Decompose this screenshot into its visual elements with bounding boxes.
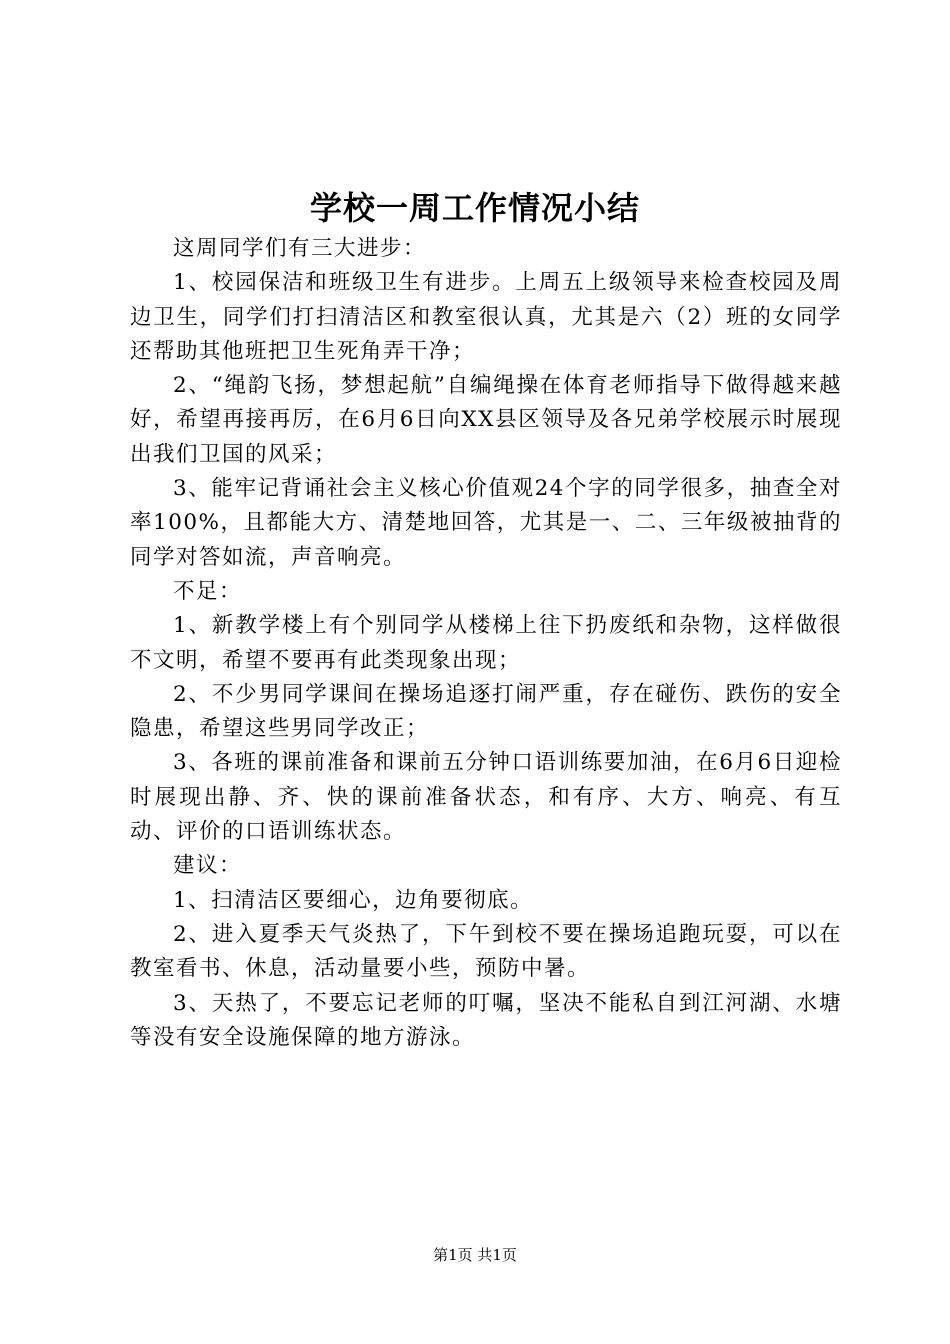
paragraph-suggestion-2: 2、进入夏季天气炎热了，下午到校不要在操场追跑玩耍，可以在教室看书、休息，活动量要小些，预防中暑。 <box>130 921 842 982</box>
heading-suggestions: 建议： <box>173 853 243 879</box>
heading-shortcomings: 不足： <box>173 578 243 604</box>
document-title: 学校一周工作情况小结 <box>309 189 640 227</box>
paragraph-shortcoming-2: 2、不少男同学课间在操场追逐打闹严重，存在碰伤、跌伤的安全隐患，希望这些男同学改正； <box>130 681 842 742</box>
document-body <box>130 232 842 1055</box>
paragraph-suggestion-1: 1、扫清洁区要细心，边角要彻底。 <box>173 887 534 913</box>
paragraph-intro: 这周同学们有三大进步： <box>173 236 427 261</box>
paragraph-progress-3: 3、能牢记背诵社会主义核心价值观24个字的同学很多，抽查全对率100%，且都能大方、清楚地回答，尤其是一、二、三年级被抽背的同学对答如流，声音响亮。 <box>130 476 842 570</box>
paragraph-shortcoming-3: 3、各班的课前准备和课前五分钟口语训练要加油，在6月6日迎检时展现出静、齐、快的课前准备状态，和有序、大方、响亮、有互动、评价的口语训练状态。 <box>130 750 842 845</box>
paragraph-progress-1: 1、校园保洁和班级卫生有进步。上周五上级领导来检查校园及周边卫生，同学们打扫清洁区和教室很认真，尤其是六（2）班的女同学还帮助其他班把卫生死角弄干净； <box>130 270 842 364</box>
paragraph-progress-2: 2、“绳韵飞扬，梦想起航”自编绳操在体育老师指导下做得越来越好，希望再接再厉，在6月6日向XX县区领导及各兄弟学校展示时展现出我们卫国的风采； <box>130 373 842 467</box>
page-footer: 第1页 共1页 <box>433 1246 517 1264</box>
paragraph-shortcoming-1: 1、新教学楼上有个别同学从楼梯上往下扔废纸和杂物，这样做很不文明，希望不要再有此类现象出现； <box>130 613 842 673</box>
paragraph-suggestion-3: 3、天热了，不要忘记老师的叮嘱，坚决不能私自到江河湖、水塘等没有安全设施保障的地方游泳。 <box>130 990 842 1050</box>
